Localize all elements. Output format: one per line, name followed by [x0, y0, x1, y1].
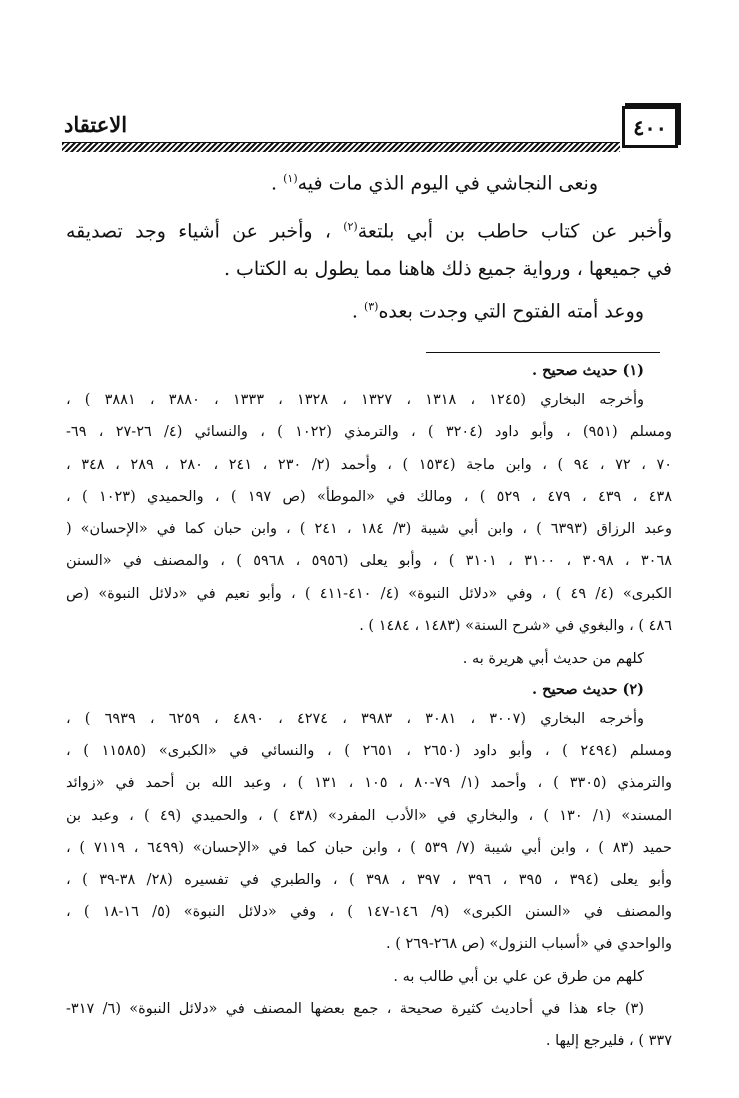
- page-number: ٤٠٠: [633, 114, 667, 140]
- footnote-3-line: (٣) جاء هذا في أحاديث كثيرة صحيحة ، جمع بعضها المصنف في «دلائل النبوة» (٦/ ٣١٧-: [66, 1001, 644, 1017]
- footnote-ref-1[interactable]: (١): [283, 172, 298, 185]
- footnote-3-line: ٣٣٧ ) ، فليرجع إليها .: [545, 1033, 672, 1049]
- footnote-1-heading: (١) حديث صحيح .: [532, 362, 644, 379]
- footnote-1-line: ومسلم (٩٥١) ، وأبو داود (٣٢٠٤ ) ، والترمذي (١٠٢٢ ) ، والنسائي (٤/ ٢٦-٢٧ ، ٦٩-: [66, 424, 673, 440]
- footnote-1-line: ٧٠ ، ٧٢ ، ٩٤ ) ، وابن ماجة (١٥٣٤ ) ، وأحمد (٢/ ٢٣٠ ، ٢٤١ ، ٢٨٠ ، ٢٨٩ ، ٣٤٨ ،: [66, 457, 673, 473]
- footnote-2-heading: (٢) حديث صحيح .: [532, 681, 644, 698]
- main-line-1: ونعى النجاشي في اليوم الذي مات فيه$^{(١)}$ .: [271, 172, 598, 195]
- footnote-2-line: حميد (٨٣ ) ، وابن أبي شيبة (٧/ ٥٣٩ ) ، وابن حبان كما في «الإحسان» (٦٤٩٩ ، ٧١١٩ ) ،: [66, 840, 673, 856]
- footnote-1-line: ٤٣٨ ، ٤٣٩ ، ٤٧٩ ، ٥٢٩ ) ، ومالك في «الموطأ» (ص ١٩٧ ) ، والحميدي (١٠٢٣ ) ،: [66, 489, 672, 505]
- footnote-1-line: ٤٨٦ ) ، والبغوي في «شرح السنة» (١٤٨٣ ، ١٤٨٤ ) .: [359, 618, 672, 634]
- footnote-separator: [426, 352, 660, 353]
- main-line-3: في جميعها ، ورواية جميع ذلك هاهنا مما يطول به الكتاب .: [223, 258, 672, 280]
- footnote-2-line: وأخرجه البخاري (٣٠٠٧ ، ٣٠٨١ ، ٣٩٨٣ ، ٤٢٧٤ ، ٤٨٩٠ ، ٦٢٥٩ ، ٦٩٣٩ ) ،: [66, 711, 645, 727]
- footnote-1-tail: كلهم من حديث أبي هريرة به .: [462, 651, 644, 667]
- footnote-1-line: ٣٠٦٨ ، ٣٠٩٨ ، ٣١٠٠ ، ٣١٠١ ) ، وأبو يعلى (٥٩٥٦ ، ٥٩٦٨ ) ، والمصنف في «السنن: [66, 553, 673, 569]
- footnote-2-line: ومسلم (٢٤٩٤ ) ، وأبو داود (٢٦٥٠ ، ٢٦٥١ ) ، والنسائي في «الكبرى» (١١٥٨٥ ) ،: [66, 743, 672, 759]
- footnote-2-line: والمصنف في «السنن الكبرى» (٩/ ١٤٦-١٤٧ ) ، وفي «دلائل النبوة» (٥/ ١٦-١٨ ) ،: [66, 904, 672, 920]
- footnote-2-line: المسند» (١/ ١٣٠ ) ، والبخاري في «الأدب المفرد» (٤٣٨ ) ، والحميدي (٤٩ ) ، وعبد بن: [66, 808, 673, 824]
- main-line-2: وأخبر عن كتاب حاطب بن أبي بلتعة$^{(٢)}$ ، وأخبر عن أشياء وجد تصديقه: [66, 220, 672, 243]
- running-title: الاعتقاد: [64, 112, 128, 137]
- footnote-2-line: والترمذي (٣٣٠٥ ) ، وأحمد (١/ ٧٩-٨٠ ، ١٠٥ ، ١٣١ ) ، وعبد الله بن أحمد في «زوائد: [66, 775, 673, 791]
- footnote-2-line: وأبو يعلى (٣٩٤ ، ٣٩٥ ، ٣٩٦ ، ٣٩٧ ، ٣٩٨ ) ، والطبري في تفسيره (٢٨/ ٣٨-٣٩ ) ،: [66, 872, 673, 888]
- footnote-1-line: وعبد الرزاق (٦٣٩٣ ) ، وابن أبي شيبة (٣/ ١٨٤ ، ٢٤١ ) ، وابن حبان كما في «الإحسان» (: [66, 521, 673, 537]
- footnote-1-line: وأخرجه البخاري (١٢٤٥ ، ١٣١٨ ، ١٣٢٧ ، ١٣٢٨ ، ١٣٣٣ ، ٣٨٨٠ ، ٣٨٨١ ) ،: [66, 392, 645, 408]
- footnote-2-tail: كلهم من طرق عن علي بن أبي طالب به .: [393, 969, 644, 985]
- footnote-ref-2[interactable]: (٢): [343, 220, 358, 233]
- footnote-1-line: الكبرى» (٤/ ٤٩ ) ، وفي «دلائل النبوة» (٤/ ٤١٠-٤١١ ) ، وأبو نعيم في «دلائل النبوة» (ص: [66, 586, 672, 602]
- header-ornament-rule: [62, 142, 620, 152]
- main-line-4: ووعد أمته الفتوح التي وجدت بعده$^{(٣)}$ .: [351, 300, 644, 323]
- page-number-box: [622, 106, 678, 148]
- footnote-ref-3[interactable]: (٣): [363, 300, 379, 313]
- footnote-2-line: والواحدي في «أسباب النزول» (ص ٢٦٨-٢٦٩ ) .: [385, 936, 672, 952]
